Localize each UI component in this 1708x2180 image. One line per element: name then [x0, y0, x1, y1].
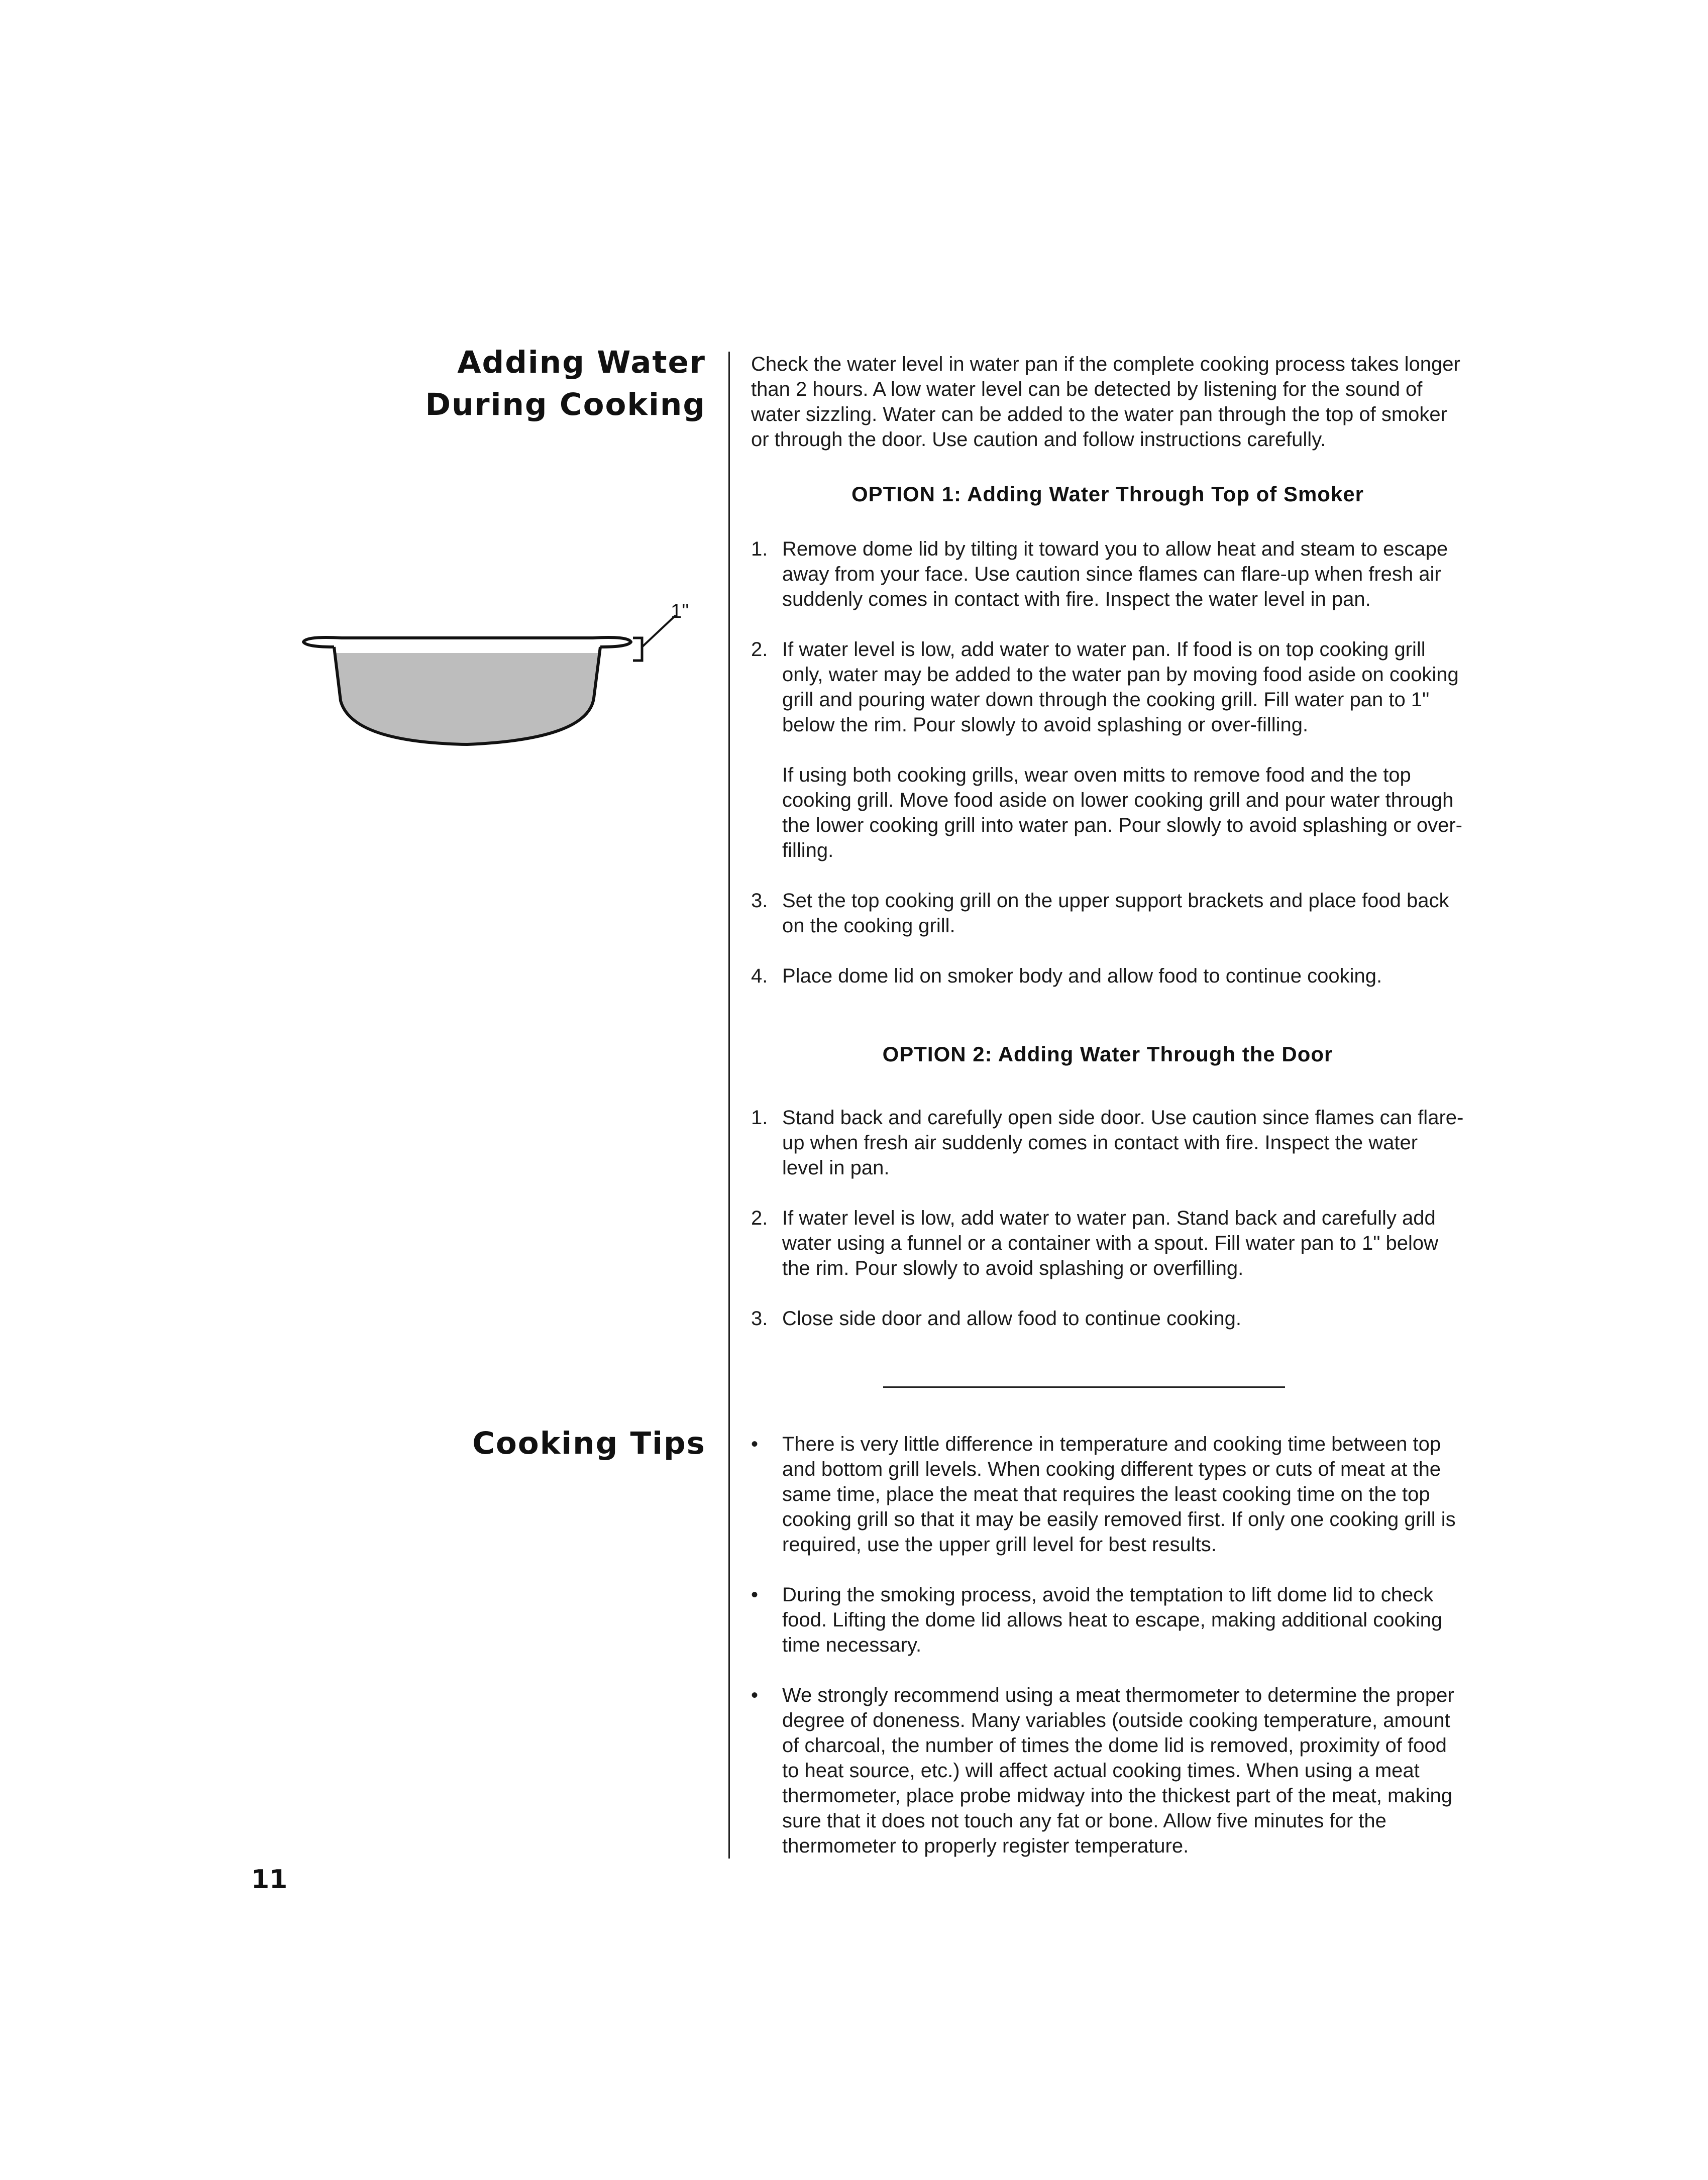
step-text: If water level is low, add water to water pan. Stand back and carefully add water using a funnel or a container with a spout. Fill water pan to 1" below the rim. Pour slowly to avoid splashing or overfilling. [782, 1207, 1439, 1279]
bullet: • [751, 1433, 759, 1455]
step-number: 2. [751, 1207, 768, 1229]
cooking-tips-list [751, 1432, 1464, 1884]
list-item [751, 963, 1464, 989]
step-number: 2. [751, 638, 768, 661]
tip-text: There is very little difference in temperature and cooking time between top and bottom grill levels. When cooking different types or cuts of meat at the same time, place the meat that requires the least cooking time on the top cooking grill so that it may be easily removed first. If only one cooking grill is required, use the upper grill level for best results. [782, 1433, 1456, 1556]
heading-line: During Cooking [425, 387, 706, 422]
intro-paragraph: Check the water level in water pan if the complete cooking process takes longer than 2 hours. A low water level can be detected by listening for the sound of water sizzling. Water can be added to the water pan through the top of smoker or through the door. Use caution and follow instructions carefully. [751, 353, 1460, 451]
option1-steps [751, 536, 1464, 1014]
heading-line: Adding Water [457, 345, 706, 380]
list-item [751, 1683, 1464, 1859]
step-number: 3. [751, 890, 768, 912]
vertical-divider [728, 352, 730, 1859]
tip-text: During the smoking process, avoid the temptation to lift dome lid to check food. Lifting the dome lid allows heat to escape, making additional cooking time necessary. [782, 1584, 1443, 1656]
water-pan-illustration [296, 598, 693, 758]
step-number: 4. [751, 965, 768, 987]
list-item [751, 1306, 1464, 1331]
list-item [751, 536, 1464, 612]
step-extra-text: If using both cooking grills, wear oven mitts to remove food and the top cooking grill. Move food aside on lower cooking grill and pour water through the lower cooking grill into water pan. Pour slowly to avoid splashing or over-filling. [782, 764, 1463, 861]
option2-steps [751, 1105, 1464, 1356]
step-text: Set the top cooking grill on the upper support brackets and place food back on the cooking grill. [782, 890, 1449, 937]
option1-title: OPTION 1: Adding Water Through Top of Smoker [851, 482, 1364, 506]
pan-rim [303, 637, 631, 647]
section-divider [883, 1386, 1285, 1388]
step-number: 3. [751, 1307, 768, 1330]
bullet: • [751, 1684, 759, 1706]
list-item [751, 1105, 1464, 1180]
step-text: Remove dome lid by tilting it toward you to allow heat and steam to escape away from your face. Use caution since flames can flare-up when fresh air suddenly comes in contact with fire. Inspect the water level in pan. [782, 538, 1448, 610]
tip-text: We strongly recommend using a meat thermometer to determine the proper degree of doneness. Many variables (outside cooking temperature, amount of charcoal, the number of times the dome lid is removed, proximity of food to heat source, etc.) will affect actual cooking times. When using a meat thermometer, place probe midway into the thickest part of the meat, making sure that it does not touch any fat or bone. Allow five minutes for the thermometer to properly register temperature. [782, 1684, 1454, 1857]
step-text: If water level is low, add water to water pan. If food is on top cooking grill only, water may be added to the water pan by moving food aside on cooking grill and pouring water down through the cooking grill. Fill water pan to 1" below the rim. Pour slowly to avoid splashing or over-filling. [782, 638, 1459, 736]
list-item [751, 888, 1464, 938]
section-heading-adding-water [425, 342, 706, 426]
list-item [751, 1582, 1464, 1658]
option2-title: OPTION 2: Adding Water Through the Door [882, 1042, 1333, 1066]
page-number: 11 [251, 1865, 288, 1895]
step-number: 1. [751, 1107, 768, 1129]
bullet: • [751, 1584, 759, 1606]
step-number: 1. [751, 538, 768, 560]
step-text: Place dome lid on smoker body and allow food to continue cooking. [782, 965, 1382, 987]
measurement-label: 1" [671, 600, 689, 622]
step-text: Close side door and allow food to continue cooking. [782, 1307, 1241, 1330]
list-item [751, 1432, 1464, 1557]
list-item [751, 1206, 1464, 1281]
list-item [751, 637, 1464, 863]
measurement-bracket [633, 638, 642, 661]
step-text: Stand back and carefully open side door. Use caution since flames can flare-up when fresh air suddenly comes in contact with fire. Inspect the water level in pan. [782, 1107, 1464, 1179]
section-heading-cooking-tips: Cooking Tips [472, 1426, 706, 1461]
